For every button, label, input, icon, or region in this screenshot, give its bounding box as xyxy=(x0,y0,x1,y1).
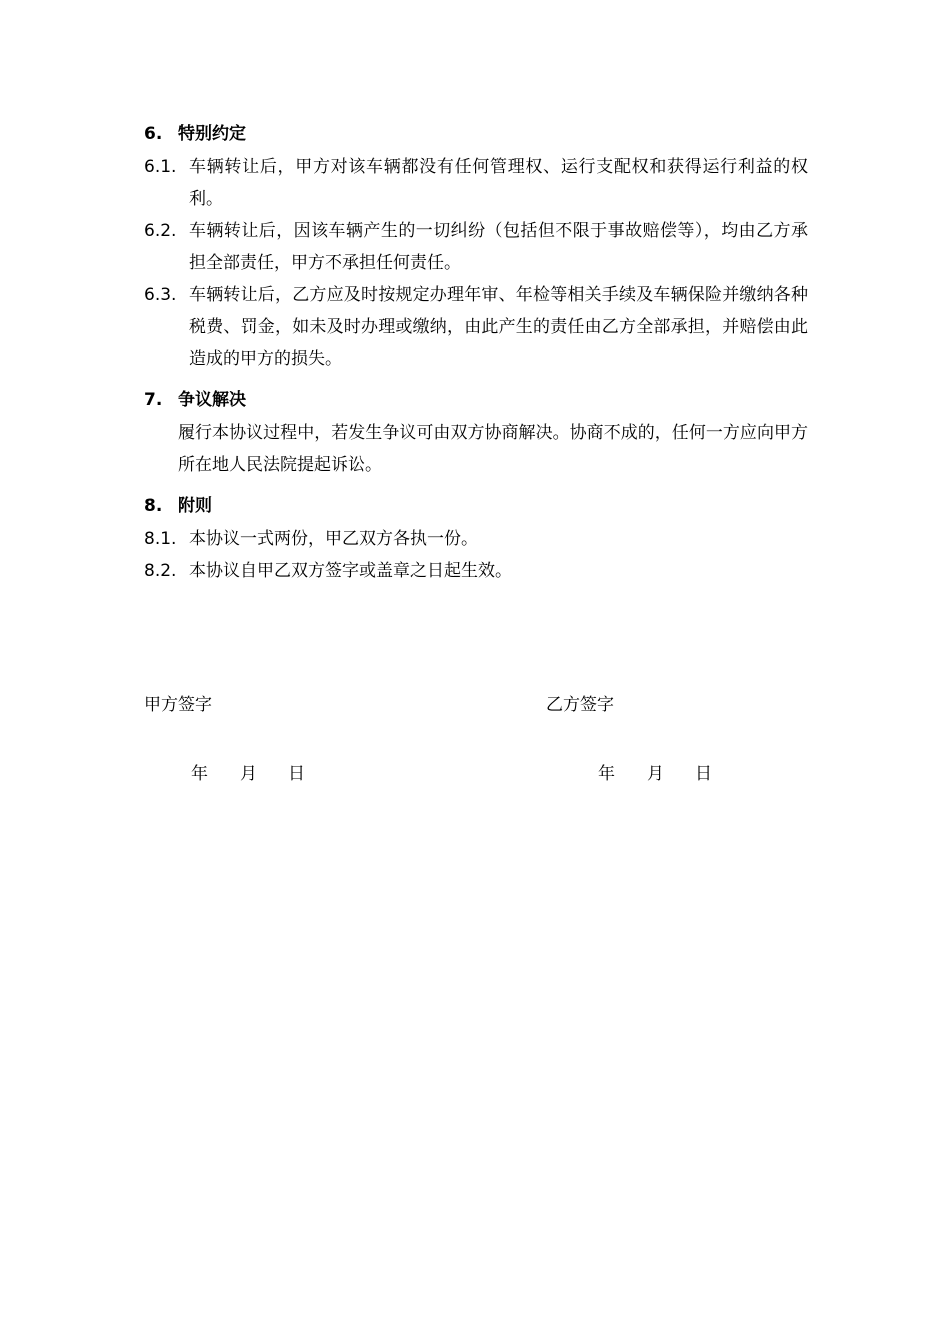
section-heading xyxy=(144,493,808,519)
clause-number: 6.3. xyxy=(144,285,177,305)
clause-text: 本协议自甲乙双方签字或盖章之日起生效。 xyxy=(189,561,512,581)
day-label: 日 xyxy=(695,764,712,784)
clause-number: 8.2. xyxy=(144,561,177,581)
clause-text: 车辆转让后，乙方应及时按规定办理年审、年检等相关手续及车辆保险并缴纳各种税费、罚金，如未及时办理或缴纳，由此产生的责任由乙方全部承担，并赔偿由此造成的甲方的损失。 xyxy=(189,285,808,369)
section-heading xyxy=(144,387,808,413)
section-paragraph: 履行本协议过程中，若发生争议可由双方协商解决。协商不成的，任何一方应向甲方所在地人民法院提起诉讼。 xyxy=(178,423,808,475)
clause xyxy=(144,523,808,555)
clause xyxy=(144,151,808,215)
section-number: 6. xyxy=(144,124,163,144)
party-b-signature-label: 乙方签字 xyxy=(546,695,614,715)
party-a-date xyxy=(191,762,305,786)
section-title: 附则 xyxy=(178,496,212,516)
clause-text: 车辆转让后，甲方对该车辆都没有任何管理权、运行支配权和获得运行利益的权利。 xyxy=(189,157,808,209)
section-dispute-resolution xyxy=(144,387,808,481)
clause xyxy=(144,279,808,375)
year-label: 年 xyxy=(191,764,208,784)
party-a-signature-label: 甲方签字 xyxy=(144,695,212,715)
section-title: 争议解决 xyxy=(178,390,246,410)
section-heading xyxy=(144,121,808,147)
clause xyxy=(144,555,808,587)
clause-number: 6.1. xyxy=(144,157,177,177)
day-label: 日 xyxy=(288,764,305,784)
year-label: 年 xyxy=(598,764,615,784)
section-special-terms xyxy=(144,121,808,375)
clause-text: 车辆转让后，因该车辆产生的一切纠纷（包括但不限于事故赔偿等），均由乙方承担全部责任，甲方不承担任何责任。 xyxy=(189,221,808,273)
month-label: 月 xyxy=(240,764,257,784)
clause xyxy=(144,215,808,279)
clause-number: 6.2. xyxy=(144,221,177,241)
section-supplementary xyxy=(144,493,808,587)
party-b-date xyxy=(598,762,712,786)
clause-text: 本协议一式两份，甲乙双方各执一份。 xyxy=(189,529,478,549)
month-label: 月 xyxy=(647,764,664,784)
clause-number: 8.1. xyxy=(144,529,177,549)
section-number: 7. xyxy=(144,390,163,410)
section-number: 8. xyxy=(144,496,163,516)
section-title: 特别约定 xyxy=(178,124,246,144)
document-body xyxy=(144,121,808,587)
